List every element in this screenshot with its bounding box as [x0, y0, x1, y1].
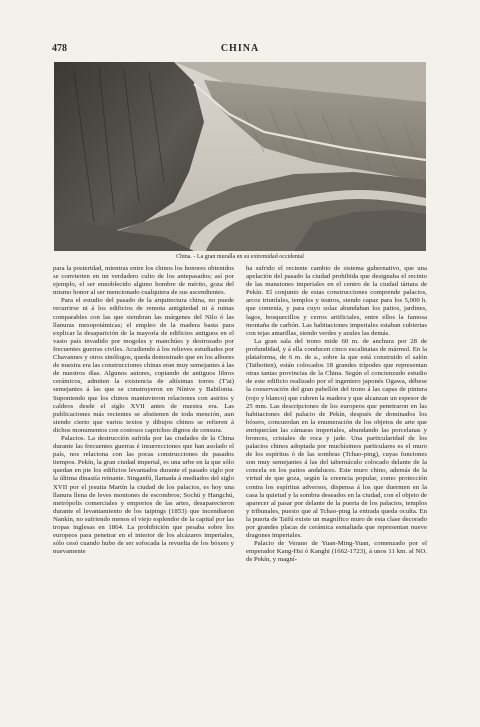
photo-caption: China. - La gran muralla en su extremidad occidental — [176, 254, 304, 260]
paragraph: La gran sala del trono mide 60 m. de anchura por 28 de profundidad, y á ella conducen cinco escalinatas de mármol. En la plataforma, de 6 m. de a., sobre la que está construido el salón (Taihotien), están colocados 18 grandes trípodes que representan otras tantas provincias de la China. Según el concienzudo estudio de este edificio realizado por el ingeniero japonés Ogawa, débese la conservación del gran pabellón del trono á las capas de pintura (rojo y blanco) que cubren la madera y que alcanzan un espesor de 25 mm. Las descripciones de los europeos que penetraron en las habitaciones del palacio de Pekín, después de dominados los bóxers, concuerdan en la enumeración de los objetos de arte que enriquecían las cámaras imperiales, abundando las porcelanas y bronces, cristales de roca y jade. Una particularidad de los palacios chinos adoptada por muchísimos particulares es el muro de los espíritus ó de las sombras (Tchao-ping), cuyas funciones son muy semejantes á las del tabernáculo colocado delante de la concela en los patios andaluces. Este muro chino, además de la virtud de que goza, según la creencia popular, como protección contra los espíritus adversos, dispensa á los que duermen en la casa la quietud y la sombra deseados en la ciudad, con el objeto de aparecer al pasar por delante de la puerta de los palacios, templos y tribunales, puesto que al Tchao-ping la entrada queda oculta. En la puerta de Taifú existe un magnífico muro de esta clase decorado por grandes placas de cerámica esmaltada que representan nueve dragones imperiales. — [246, 337, 427, 540]
paragraph: para la posteridad, mientras entre los chinos los honores obtenidos se convierten en un verdadero culto de los antepasados; así por ejemplo, el ser ennoblecido alguno hombre de mérito, goza del mismo honor al ser mencionado cualquiera de sus ascendientes. — [53, 265, 234, 297]
paragraph: Palacio de Verano de Yuan-Ming-Yuan, comenzado por el emperador Kang-Hsi ó Kanghi (1662-1723), á unos 11 km. al NO. de Pekín, y magní- — [246, 540, 427, 564]
text-column-left — [53, 265, 234, 705]
paragraph: ha sufrido el reciente cambio de sistema gubernativo, que una apelación del pasado la ciudad prohibida que designaba el recinto de las mansiones imperiales en el centro de la ciudad tártara de Pekín. El conjunto de estas construcciones comprende palacios, arcos triunfales, templos y teatros, siendo capaz para los 5,000 h. que contenía, y para cuyo solaz abundaban los patios, jardines, lagos, bosquecillos y cerros artificiales, entre ellos la famosa montaña de carbón. Las habitaciones imperiales estaban cubiertas con tejas amarillas, siendo verdes y azules las demás. — [246, 265, 427, 337]
page-number: 478 — [52, 43, 67, 54]
photo-great-wall — [54, 62, 426, 251]
page-header — [52, 43, 428, 57]
paragraph: Para el estudio del pasado de la arquitectura china, no puede recurrirse ni á los edificios de remota antigüedad ni á ruinas comparables con las que siembran las márgenes del Nilo ó las llanuras mesopotámicas; el empleo de la madera basta para explicar la desaparición de la mayoría de edificios antiguos en el vasto país invadido por mogoles y manchúes y destrozado por frecuentes guerras civiles. Acudiendo á los relieves estudiados por Chavannes y otros sinólogos, queda demostrado que en los albores de nuestra era las construcciones chinas eran muy semejantes á las de nuestros días. Algunos autores, copiando de antiguos libros cerámicos, admiten la existencia de altísimas torres (T'ai) semejantes á las que se construyeron en Nínive y Babilonia. Suponiendo que los chinos mantuvieron relaciones con asirios y caldeos desde el siglo XVII antes de nuestra era. Las publicaciones más recientes se abstienen de toda mención, aun siendo cierto que varios textos y dibujos chinos se refieren á dichos monumentos con costosos caprichos dignos de censura. — [53, 297, 234, 434]
running-title: CHINA — [220, 43, 260, 54]
paragraph: Palacios. La destrucción sufrida por las ciudades de la China durante las frecuentes guerras é insurrecciones que han asolado el país, nos relaciona con las pocas construcciones de pasados tiempos. Pekín, la gran ciudad imperial, es una urbe en la que sólo quedan en pie los edificios levantados durante el pasado siglo por la última dinastía reinante. Singanfú, llamada á mediados del siglo XVII por el jesuita Martín la ciudad de los palacios, es hoy una llanura llena de leves montones de escombros; Sochú y Hangchú, metrópolis comerciales y emporios de las artes, desaparecieron durante el levantamiento de los taipings (1853) que incendiaron Nankín, no sufriendo menos el viejo esplendor de la capital por las tropas inglesas en 1864. La prohibición que pesaba sobre los europeos para penetrar en el interior de los alcázares imperiales, sólo cesó cuando hubo de ser sofocada la revuelta de los bóxers y nuevamente — [53, 434, 234, 556]
text-column-right — [246, 265, 427, 705]
